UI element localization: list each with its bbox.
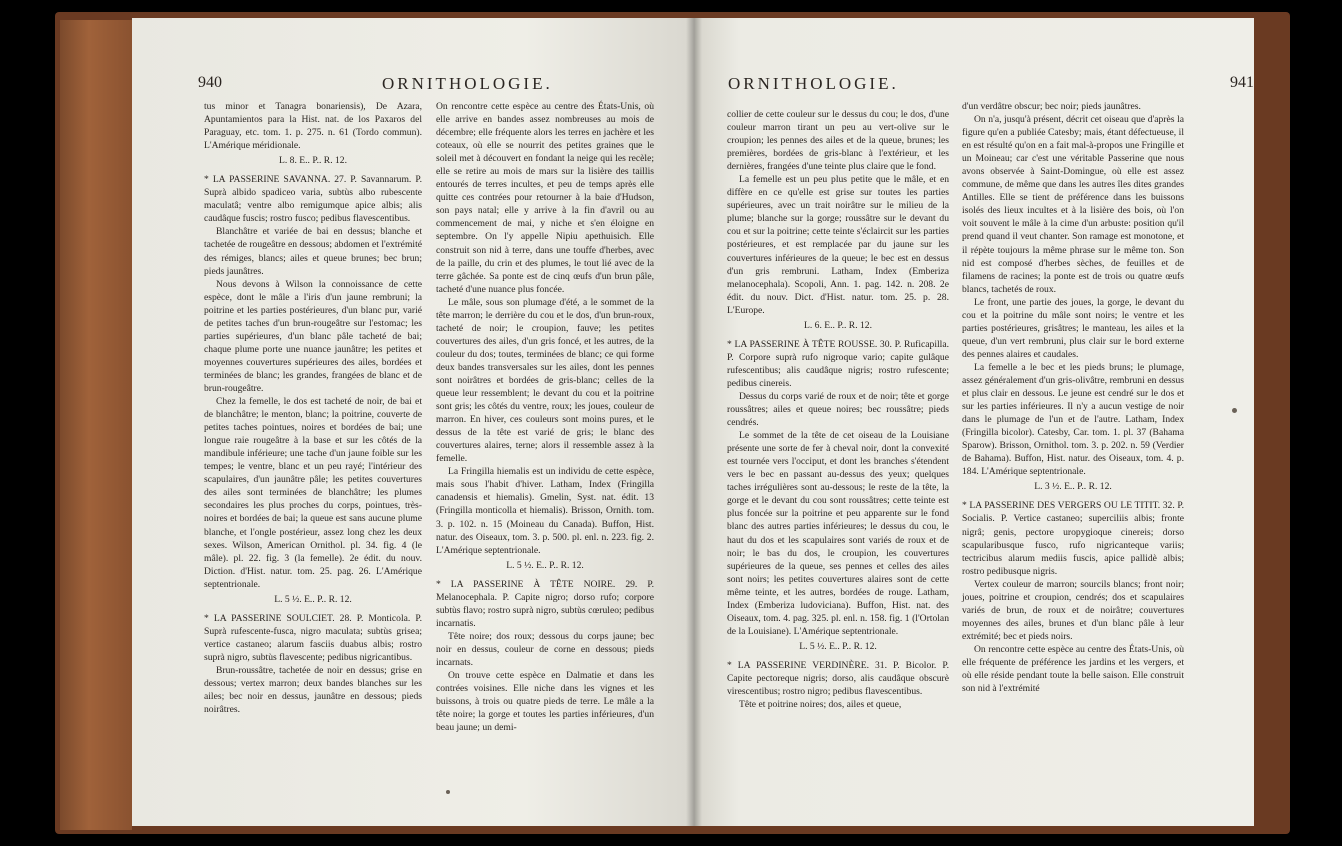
text-paragraph: Blanchâtre et variée de bai en dessus; blanche et tachetée de rougeâtre en dessous; abdomen et l'extrémité des rémiges, blancs; ailes et queue brunes; bec brun; pieds jaunâtres.: [204, 226, 422, 277]
text-paragraph: Nous devons à Wilson la connoissance de cette espèce, dont le mâle a l'iris d'un jaune rembruni; la poitrine et les parties postérieures, d'un blanc pur, varié de petites taches d'un brun-rougeâtre sur l'estomac; les parties supérieures, d'un blanc pâle tacheté de bai; chaque plume porte une nuance jaunâtre; les petites et moyennes couvertures supérieures des ailes, bordées et terminées de blanc; les grandes, frangées de blanc et de brun-rougeâtre.: [204, 278, 422, 394]
book-edge: [60, 20, 132, 830]
text-paragraph: Brun-roussâtre, tachetée de noir en dessus; grise en dessous; vertex marron; deux bandes blanches sur les ailes; bec noir en dessus, jaunâtre en dessous; pieds noirâtres.: [204, 664, 422, 716]
text-paragraph: * LA PASSERINE VERDINÈRE. 31. P. Bicolor. P. Capite pectoreque nigris; dorso, alis caudâque obscurè virescentibus; rostro nigro; pedibus flavescentibus.: [727, 659, 949, 698]
right-page-number: 941: [1230, 74, 1254, 91]
text-paragraph: * LA PASSERINE À TÊTE NOIRE. 29. P. Melanocephala. P. Capite nigro; dorso rufo; corpore subtùs flavo; rostro suprà nigro, subtùs cœruleo; pedibus incarnatis.: [436, 578, 654, 629]
left-column-1: [204, 100, 422, 716]
text-paragraph: L. 5 ½. E.. P.. R. 12.: [274, 593, 352, 605]
text-paragraph: Vertex couleur de marron; sourcils blancs; front noir; joues, poitrine et croupion, cendrés; dos et scapulaires variés de brun, de roux et de noirâtre; couvertures moyennes des ailes, brunes et d'un blanc pâle à leur extrémité; bec et pieds noirs.: [962, 578, 1184, 642]
text-paragraph: tus minor et Tanagra bonariensis), De Azara, Apuntamientos para la Hist. nat. de los Paxaros del Paraguay, etc. tom. 1. p. 275. n. 61 (Tordo commun). L'Amérique méridionale.: [204, 101, 422, 152]
right-page: [694, 18, 1254, 826]
text-paragraph: L. 6. E.. P.. R. 12.: [804, 319, 872, 331]
text-paragraph: * LA PASSERINE DES VERGERS OU LE TITIT. 32. P. Socialis. P. Vertice castaneo; superciliis albis; fronte nigrâ; genis, pectore uropygioque cinereis; dorso scapularibusque fusco, rufo nigricanteque variis; tectricibus alarum mediis fuscis, apice pallidè albis; rostro pedibusque nigris.: [962, 500, 1184, 577]
right-column-2: [962, 100, 1184, 695]
text-paragraph: L. 5 ½. E.. P.. R. 12.: [506, 559, 584, 571]
text-paragraph: * LA PASSERINE À TÊTE ROUSSE. 30. P. Ruficapilla. P. Corpore suprà rufo nigroque vario; capite gulâque rufescentibus; alis caudâque nigris; rostro rufescente; pedibus cinereis.: [727, 338, 949, 389]
text-paragraph: Le sommet de la tête de cet oiseau de la Louisiane présente une sorte de fer à cheval noir, dont la convexité est tournée vers l'occiput, et dont les branches s'étendent vers le bec en passant au-dessus des yeux; quelques taches irrégulières sont au-dessous; le reste de la tête, la gorge et le devant du cou sont roussâtres; cette teinte est plus foncée sur la poitrine et peu apparente sur le fond blanc des autres parties inférieures; le dessus du cou, le haut du dos et les scapulaires sont variés de roux et de noir; le bas du dos, le croupion, les couvertures supérieures de la queue, ses pennes et celles des ailes sont noirs; les petites couvertures alaires sont de cette même teinte, et les autres, bordées de rouge. Latham, Index (Emberiza ludoviciana). Buffon, Hist. nat. des Oiseaux, tom. 4. pag. 325. pl. enl. n. 158. fig. 1 (l'Ortolan de la Louisiane). L'Amérique septentrionale.: [727, 430, 949, 637]
text-paragraph: Tête noire; dos roux; dessous du corps jaune; bec noir en dessus, couleur de corne en dessous; pieds incarnats.: [436, 630, 654, 668]
text-paragraph: Le mâle, sous son plumage d'été, a le sommet de la tête marron; le derrière du cou et le dos, d'un brun-roux, tacheté de noir; le croupion, fauve; les petites couvertures des ailes, d'un gris foncé, et les autres, de la couleur du dos; toutes, terminées de blanc; ce qui forme deux bandes transversales sur les ailes, dont les pennes sont noirâtres et bordées de gris-blanc; celles de la queue leur ressemblent; le devant du cou et la poitrine sont gris; les côtés du ventre, roux; les joues, couleur de marron. En hiver, ces couleurs sont moins pures, et le dessus de la tête est varié de gris; le blanc des couvertures alaires, terne; alors il ressemble assez à la femelle.: [436, 296, 654, 465]
text-paragraph: L. 3 ½. E.. P.. R. 12.: [1034, 481, 1112, 493]
right-running-head: ORNITHOLOGIE.: [728, 74, 899, 93]
text-paragraph: La femelle est un peu plus petite que le mâle, et en diffère en ce qu'elle est grise sur toutes les parties supérieures, avec un trait noirâtre sur le milieu de la plume; blanche sur la gorge; roussâtre sur le devant du cou et sur la poitrine; cette teinte s'éclaircit sur les parties postérieures, et est remplacée par du jaune sur les couvertures inférieures de la queue; le bec est en dessus d'un gris rembruni. Latham, Index (Emberiza melanocephala). Scopoli, Ann. 1. pag. 142. n. 208. 2e édit. du nouv. Dict. d'Hist. natur. tom. 25. p. 28. L'Europe.: [727, 174, 949, 316]
page-mark: [1232, 408, 1237, 413]
right-column-1: [727, 108, 949, 711]
text-paragraph: On trouve cette espèce en Dalmatie et dans les contrées voisines. Elle niche dans les vignes et les buissons, à trois ou quatre pieds de terre. Le mâle a la tête noire; la gorge et toutes les parties inférieures, d'un beau jaune; un demi-: [436, 670, 654, 734]
text-paragraph: d'un verdâtre obscur; bec noir; pieds jaunâtres.: [962, 101, 1141, 112]
text-paragraph: L. 8. E.. P.. R. 12.: [279, 155, 347, 167]
text-paragraph: Le front, une partie des joues, la gorge, le devant du cou et la poitrine du mâle sont noirs; le ventre et les parties postérieures, grisâtres; le manteau, les ailes et la queue, d'un vert rembruni, plus clair sur le bord externe des pennes alaires et caudales.: [962, 296, 1184, 360]
page-mark: [446, 790, 450, 794]
text-paragraph: On rencontre cette espèce au centre des États-Unis, où elle fréquente de préférence les jardins et les vergers, et où elle réside pendant toute la belle saison. Elle construit son nid à l'extrémité: [962, 643, 1184, 695]
book-gutter: [686, 18, 702, 826]
text-paragraph: On n'a, jusqu'à présent, décrit cet oiseau que d'après la figure qu'en a publiée Catesby; mais, étant défectueuse, il en est résulté qu'on en a fait mal-à-propos une Fringille et un Moineau; car c'est une véritable Passerine que nous avons observée à Saint-Domingue, où elle est assez commune, de même que dans les autres îles dites grandes Antilles. Elle se tient de préférence dans les buissons isolés des lieux incultes et à la lisière des bois, où l'on voit souvent le mâle à la cime d'un arbuste: position qu'il prend quand il veut chanter. Son ramage est monotone, et il répète toujours la même phrase sur le même ton. Son nid est composé d'herbes sèches, de feuilles et de filamens de racines; la ponte est de trois ou quatre œufs blancs, tachetés de roux.: [962, 114, 1184, 295]
text-paragraph: La femelle a le bec et les pieds bruns; le plumage, assez généralement d'un gris-olivâtre, rembruni en dessus et plus clair en dessous. Le jeune est cendré sur le dos et sur les parties inférieures. Il n'y a aucun vestige de noir dans le plumage de l'un et de l'autre. Latham, Index (Fringilla bicolor). Catesby, Car. tom. 1. pl. 37 (Bahama Sparow). Brisson, Ornithol. tom. 3. p. 202. n. 59 (Verdier de Bahama). Buffon, Hist. natur. des Oiseaux, tom. 4. p. 184. L'Amérique septentrionale.: [962, 361, 1184, 478]
text-paragraph: collier de cette couleur sur le dessus du cou; le dos, d'une couleur marron tirant un peu au vert-olive sur le croupion; les pennes des ailes et de la queue, brunes; les premières, bordées de gris-blanc à l'extérieur, et les dernières, frangées d'une teinte plus claire que le fond.: [727, 109, 949, 173]
text-paragraph: * LA PASSERINE SAVANNA. 27. P. Savannarum. P. Suprà albido spadiceo varia, subtùs albo rubescente maculatâ; ventre albo remigumque apice albis; alis caudâque fuscis; rostro fusco; pedibus flavescentibus.: [204, 174, 422, 225]
text-paragraph: * LA PASSERINE SOULCIET. 28. P. Monticola. P. Suprà rufescente-fusca, nigro maculata; subtùs grisea; vertice castaneo; alarum fasciis duabus albis; rostro suprà nigro, subtùs flavescente; pedibus nigricantibus.: [204, 612, 422, 663]
left-column-2: [436, 100, 654, 734]
text-paragraph: On rencontre cette espèce au centre des États-Unis, où elle arrive en bandes assez nombreuses au mois de décembre; elle fréquente alors les terres en jachère et les coteaux, où elle se nourrit des petites graines que le soleil met à découvert en fondant la neige qui les recèle; elle se retire au mois de mars sur la lisière des taillis entourés de terres incultes, et peu de temps après elle quitte ces contrées pour retourner à la baie d'Hudson, son pays natal; elle y arrive à la fin d'avril ou au commencement de mai, y niche et s'en éloigne en septembre. On l'y appelle Nipiu apethuisich. Elle construit son nid à terre, dans une touffe d'herbes, avec de la paille, du crin et des plumes, le tout lié avec de la terre gâchée. Sa ponte est de cinq œufs d'un brun pâle, tacheté d'une nuance plus foncée.: [436, 101, 654, 295]
text-paragraph: Chez la femelle, le dos est tacheté de noir, de bai et de blanchâtre; le menton, blanc; la poitrine, couverte de petites taches pointues, noires et bordées de bai; une longue raie rougeâtre à la base et sur les côtés de la mandibule inférieure; une tache d'un jaune foible sur les tempes; le ventre, blanc et un peu rayé; l'intérieur des scapulaires, d'un jaunâtre pâle; les petites couvertures des ailes sont terminées de blanchâtre; les plumes secondaires les plus proches du corps, pointues, très-noires et bordées de bai; la queue est sans aucune plume blanche, et l'ongle postérieur, assez long chez les deux sexes. Wilson, American Ornithol. pl. 34. fig. 4 (le mâle). pl. 22. fig. 3 (la femelle). 2e édit. du nouv. Diction. d'Hist. natur. tom. 25. pag. 26. L'Amérique septentrionale.: [204, 396, 422, 590]
text-paragraph: Dessus du corps varié de roux et de noir; tête et gorge roussâtres; ailes et queue noires; bec roussâtre; pieds cendrés.: [727, 390, 949, 429]
left-page: [132, 18, 694, 826]
text-paragraph: Tête et poitrine noires; dos, ailes et queue,: [739, 699, 902, 711]
left-running-head: ORNITHOLOGIE.: [382, 74, 553, 93]
text-paragraph: L. 5 ½. E.. P.. R. 12.: [799, 640, 877, 652]
left-page-number: 940: [198, 74, 222, 91]
text-paragraph: La Fringilla hiemalis est un individu de cette espèce, mais sous l'habit d'hiver. Latham, Index (Fringilla canadensis et hiemalis). Gmelin, Syst. nat. édit. 13 (Fringilla monticolla et hiemalis). Brisson, Ornith. tom. 3. p. 102. n. 15 (Moineau du Canada). Buffon, Hist. natur. des Oiseaux, tom. 3. p. 500. pl. enl. n. 223. fig. 2. L'Amérique septentrionale.: [436, 466, 654, 556]
